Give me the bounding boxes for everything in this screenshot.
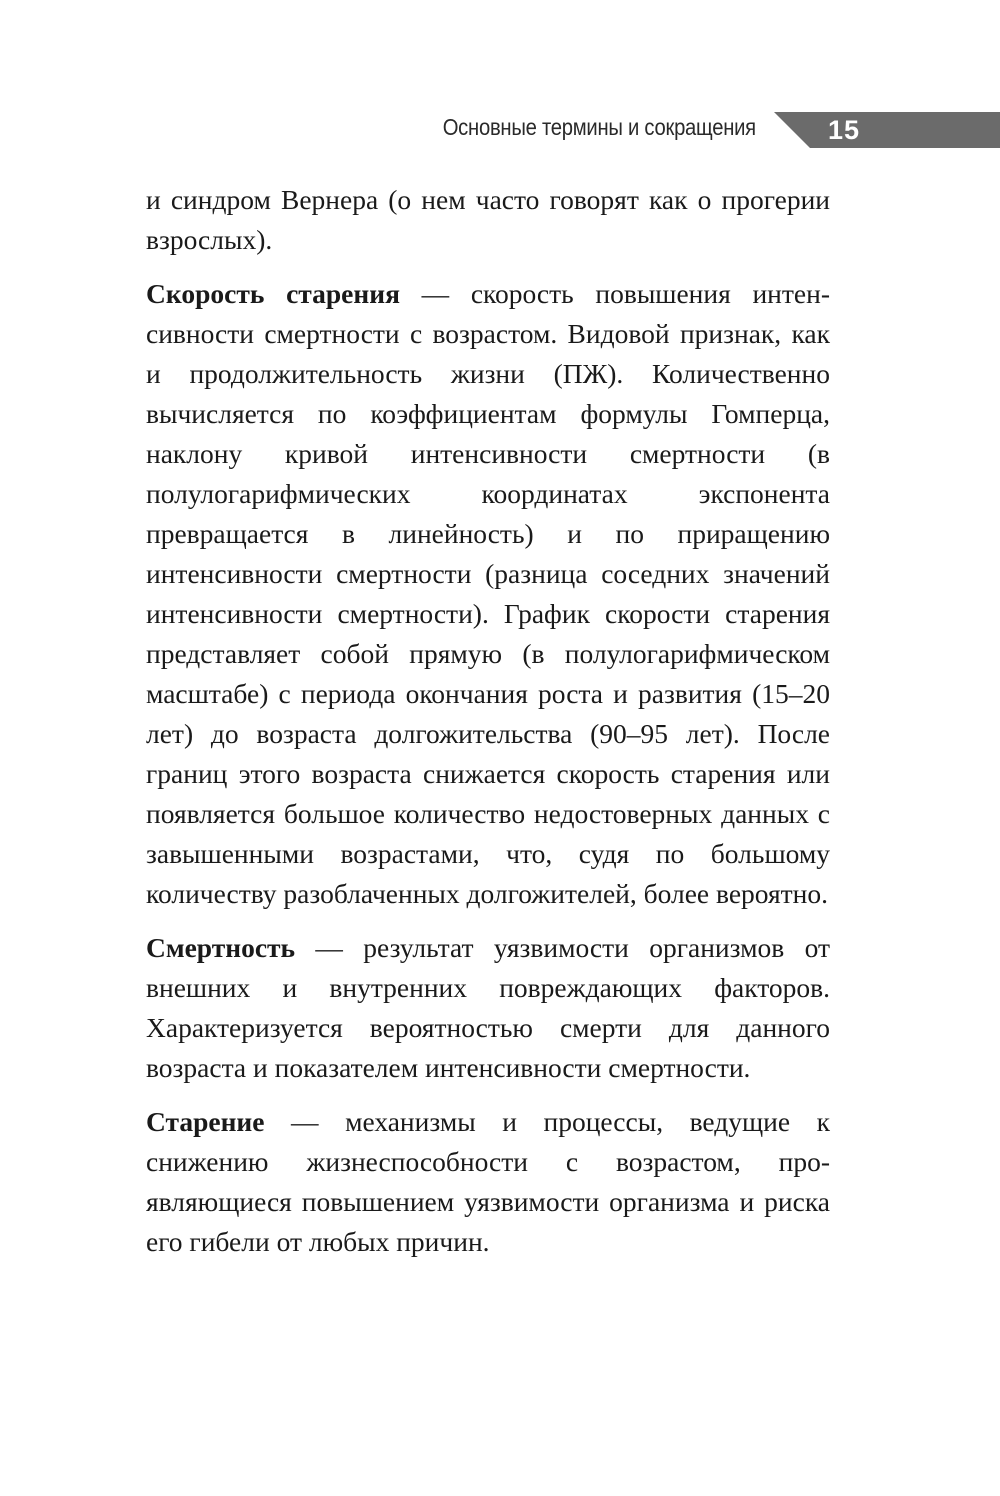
paragraph-text: и синдром Вернера (о нем часто говорят как о прогерии взрослых).	[146, 184, 830, 255]
definition-text: — механизмы и процессы, ведущие к снижению жизнеспособности с возрастом, проявляющиеся повышением уязвимости организма и риска его гибели от любых причин.	[146, 1106, 830, 1257]
definition-aging	[146, 1102, 830, 1262]
definition-mortality	[146, 928, 830, 1088]
term-aging: Старение	[146, 1106, 265, 1137]
definition-text: — результат уязвимости организмов от внешних и внутренних повреждающих факторов. Характеризуется вероятностью смерти для данного возраста и показателем интенсивности смертности.	[146, 932, 830, 1083]
definition-text: — скорость повышения интенсивности смертности с возрастом. Видовой признак, как и продолжительность жизни (ПЖ). Количественно вычисляется по коэффициентам формулы Гомперца, наклону кривой интенсивности смертности (в полулогарифмических координатах экспонента превращается в линейность) и по приращению интенсивности смертности (разница соседних значений интенсивности смертности). График скорости старения представляет собой прямую (в полулогарифмическом масштабе) с периода окончания роста и развития (15–20 лет) до возраста долгожительства (90–95 лет). После границ этого возраста снижается скорость старения или появляется большое количество недостоверных данных с завышенными возрастами, что, судя по большому количеству разоблаченных долгожителей, более вероятно.	[146, 278, 830, 909]
running-title: Основные термины и сокращения	[442, 114, 756, 140]
paragraph-continuation	[146, 180, 830, 260]
term-mortality: Смертность	[146, 932, 296, 963]
running-header	[0, 112, 1000, 148]
page-tab-shape	[774, 112, 1000, 148]
term-aging-rate: Скорость старения	[146, 278, 400, 309]
page-number-tab	[774, 112, 1000, 148]
body-text	[146, 180, 830, 1262]
definition-aging-rate	[146, 274, 830, 914]
page-number: 15	[828, 115, 861, 145]
